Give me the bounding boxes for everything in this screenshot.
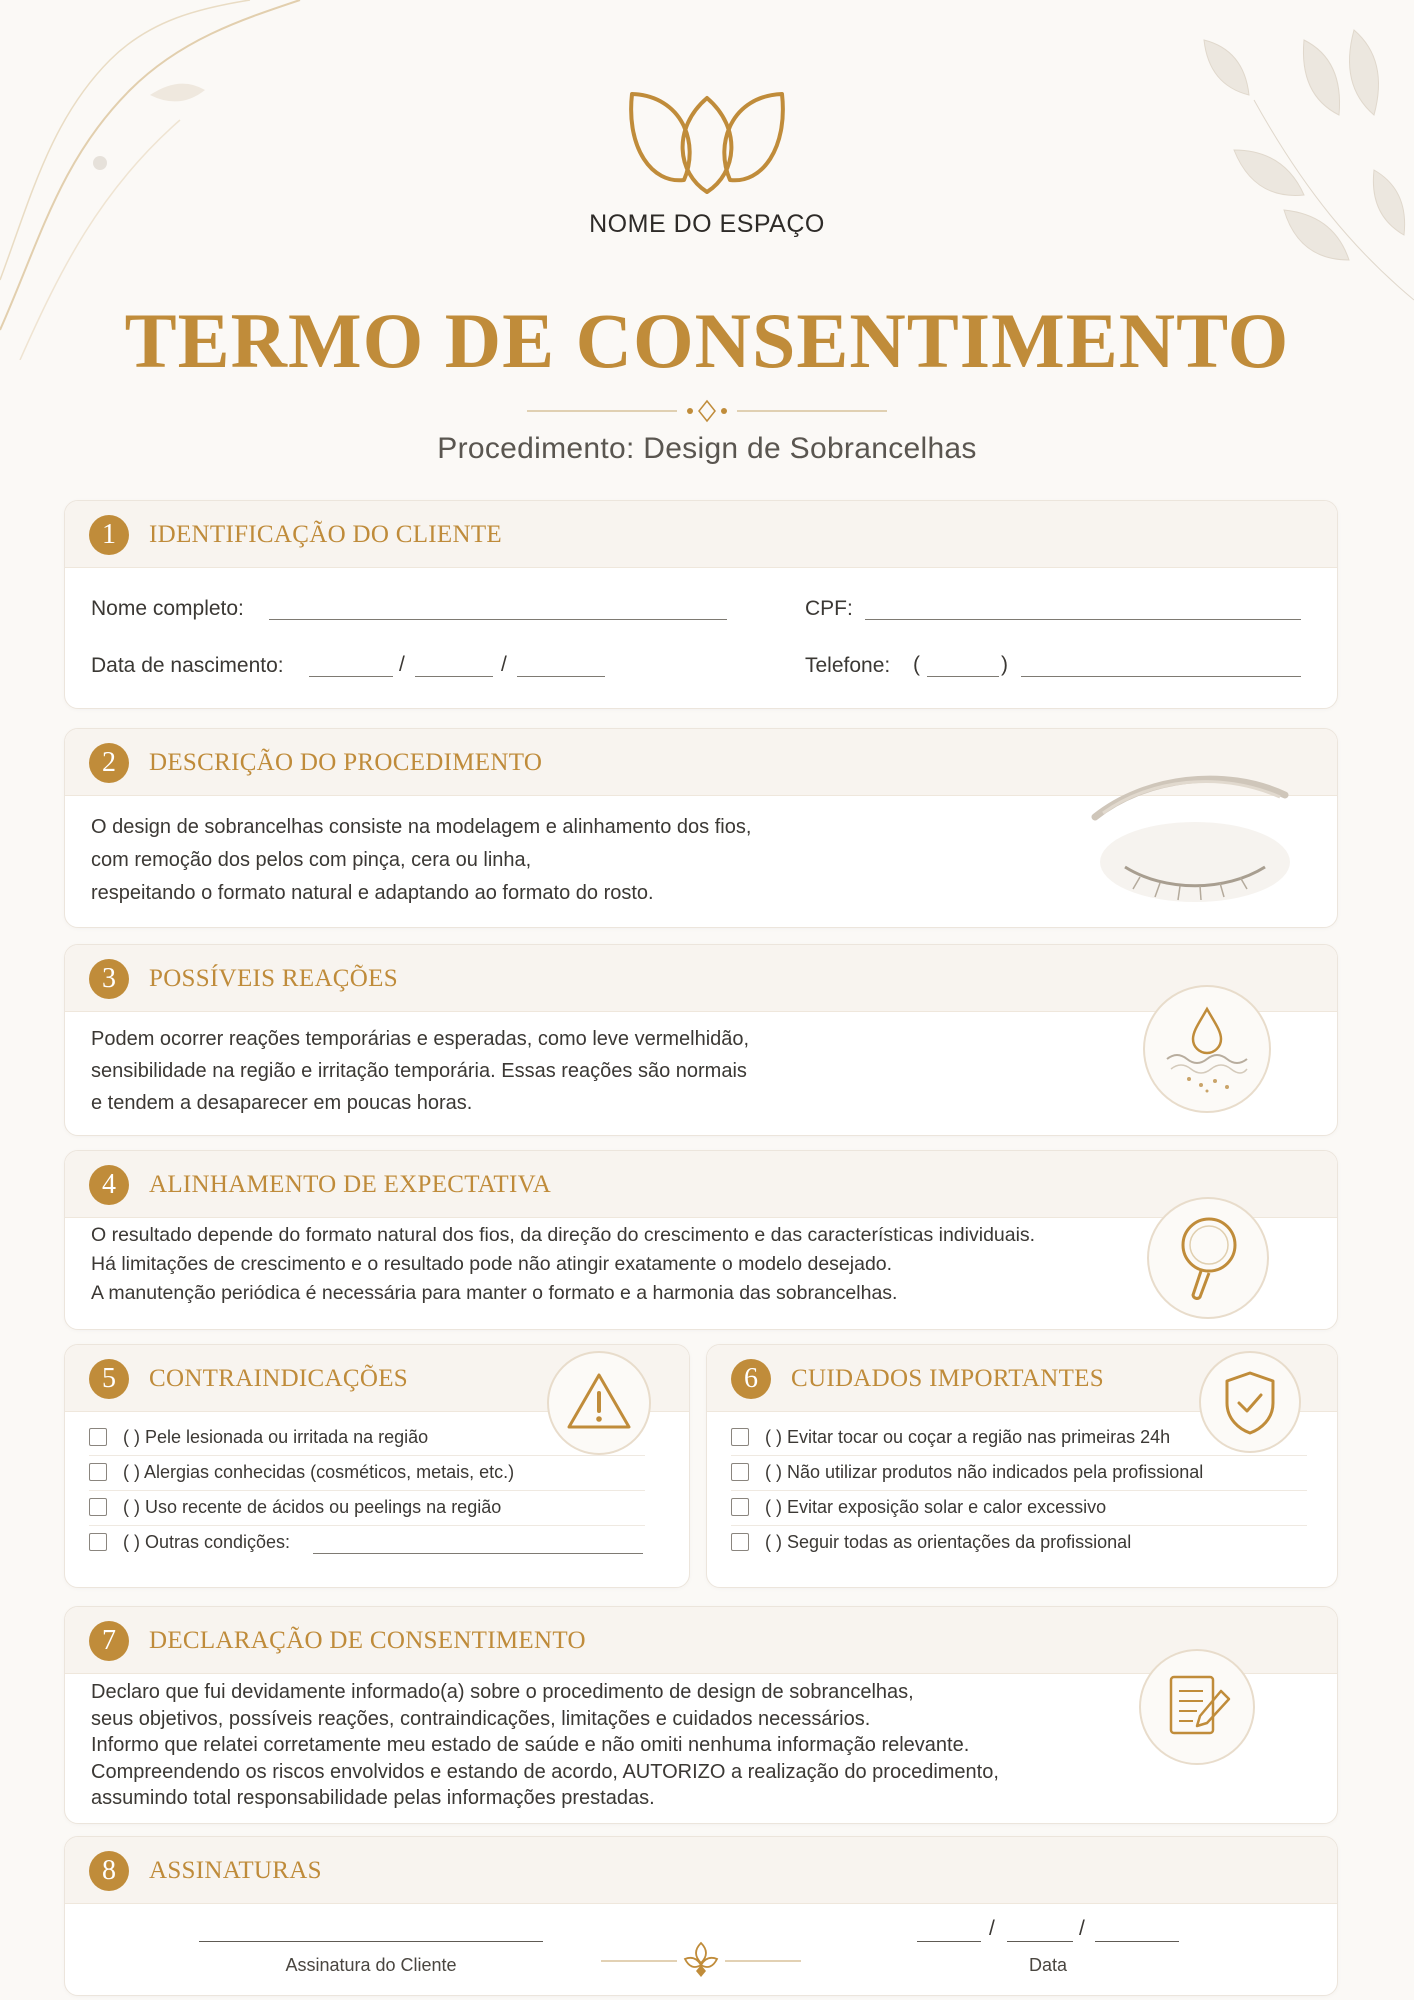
section-title: ALINHAMENTO DE EXPECTATIVA	[149, 1171, 552, 1198]
client-signature-caption: Assinatura do Cliente	[285, 1955, 457, 1975]
section-number: 2	[89, 743, 129, 783]
ornament-icon	[581, 1937, 821, 1981]
date-separator: /	[989, 1917, 995, 1940]
ornament-divider	[507, 396, 907, 426]
document-icon-circle	[1139, 1649, 1255, 1765]
paragraph-line: Informo que relatei corretamente meu estado de saúde e não omiti nenhuma informação relevante.	[91, 1734, 970, 1756]
paragraph-line: e tendem a desaparecer em poucas horas.	[91, 1092, 473, 1114]
section-number: 4	[89, 1165, 129, 1205]
procedure-subtitle: Procedimento: Design de Sobrancelhas	[437, 432, 977, 465]
section-body	[91, 811, 751, 910]
leaves-logo-icon	[622, 88, 792, 196]
item-label: ( ) Evitar tocar ou coçar a região nas primeiras 24h	[765, 1427, 1171, 1447]
paragraph-line: Podem ocorrer reações temporárias e esperadas, como leve vermelhidão,	[91, 1028, 750, 1050]
name-field[interactable]	[269, 619, 727, 620]
item-label: ( ) Alergias conhecidas (cosméticos, metais, etc.)	[123, 1462, 515, 1482]
section-client-identification	[64, 500, 1338, 709]
checkbox[interactable]	[89, 1428, 107, 1446]
phone-paren-open: (	[913, 653, 920, 676]
signature-day-field[interactable]	[917, 1941, 981, 1942]
item-label: ( ) Não utilizar produtos não indicados pela profissional	[765, 1462, 1204, 1482]
checkbox[interactable]	[89, 1498, 107, 1516]
cpf-label: CPF:	[805, 597, 853, 620]
item-label: ( ) Uso recente de ácidos ou peelings na região	[123, 1497, 502, 1517]
phone-paren-close: )	[1001, 653, 1008, 676]
section-body	[91, 1221, 1035, 1308]
section-number: 7	[89, 1621, 129, 1661]
section-procedure-description	[64, 728, 1338, 928]
item-label: ( ) Outras condições:	[123, 1532, 291, 1552]
section-title: ASSINATURAS	[149, 1857, 322, 1884]
section-header	[65, 501, 1337, 568]
section-number: 3	[89, 959, 129, 999]
section-title: CUIDADOS IMPORTANTES	[791, 1365, 1104, 1392]
date-separator: /	[1079, 1917, 1085, 1940]
section-important-care	[706, 1344, 1338, 1588]
magnifier-icon	[1149, 1199, 1267, 1317]
list-item	[731, 1421, 1307, 1456]
list-item	[89, 1421, 645, 1456]
other-conditions-field[interactable]	[313, 1553, 643, 1554]
item-label: ( ) Evitar exposição solar e calor excessivo	[765, 1497, 1107, 1517]
section-header	[65, 1837, 1337, 1904]
section-consent-declaration	[64, 1606, 1338, 1824]
paragraph-line: Compreendendo os riscos envolvidos e estando de acordo, AUTORIZO a realização do procedimento,	[91, 1760, 999, 1783]
name-label: Nome completo:	[91, 597, 244, 620]
paragraph-line: Declaro que fui devidamente informado(a) sobre o procedimento de design de sobrancelhas,	[91, 1681, 914, 1703]
section-number: 5	[89, 1359, 129, 1399]
section-expectation-alignment	[64, 1150, 1338, 1330]
brand-header	[0, 88, 1414, 239]
paragraph-line: seus objetivos, possíveis reações, contraindicações, limitações e cuidados necessários.	[91, 1707, 871, 1730]
birth-year-field[interactable]	[517, 676, 605, 677]
contraindications-list	[89, 1421, 645, 1560]
checkbox[interactable]	[731, 1428, 749, 1446]
birth-month-field[interactable]	[415, 676, 493, 677]
checkbox[interactable]	[731, 1463, 749, 1481]
page-title: TERMO DE CONSENTIMENTO	[124, 297, 1290, 384]
list-item	[89, 1456, 645, 1491]
paragraph-line: Há limitações de crescimento e o resultado pode não atingir exatamente o modelo desejado.	[91, 1253, 893, 1275]
section-body	[91, 1023, 749, 1119]
section-body	[91, 1679, 999, 1812]
list-item	[731, 1456, 1307, 1491]
section-contraindications	[64, 1344, 690, 1588]
section-possible-reactions	[64, 944, 1338, 1136]
brand-name: NOME DO ESPAÇO	[589, 210, 825, 238]
section-signatures	[64, 1836, 1338, 1996]
magnifier-icon-circle	[1147, 1197, 1269, 1319]
checkbox[interactable]	[89, 1533, 107, 1551]
list-item	[89, 1526, 645, 1560]
cpf-field[interactable]	[865, 619, 1301, 620]
section-title: CONTRAINDICAÇÕES	[149, 1365, 408, 1392]
phone-number-field[interactable]	[1021, 676, 1301, 677]
date-separator: /	[399, 653, 405, 676]
birth-day-field[interactable]	[309, 676, 393, 677]
section-number: 6	[731, 1359, 771, 1399]
paragraph-line: respeitando o formato natural e adaptando ao formato do rosto.	[91, 882, 654, 904]
paragraph-line: sensibilidade na região e irritação temporária. Essas reações são normais	[91, 1060, 747, 1082]
care-list	[731, 1421, 1307, 1560]
section-number: 8	[89, 1851, 129, 1891]
checkbox[interactable]	[731, 1498, 749, 1516]
section-title: POSSÍVEIS REAÇÕES	[149, 965, 398, 992]
section-title: IDENTIFICAÇÃO DO CLIENTE	[149, 521, 502, 548]
birth-date-label: Data de nascimento:	[91, 654, 284, 677]
phone-area-code-field[interactable]	[927, 676, 999, 677]
section-header	[65, 1151, 1337, 1218]
checkbox[interactable]	[89, 1463, 107, 1481]
list-item	[731, 1526, 1307, 1560]
client-signature-field[interactable]	[199, 1941, 543, 1942]
item-label: ( ) Pele lesionada ou irritada na região	[123, 1427, 429, 1447]
list-item	[731, 1491, 1307, 1526]
paragraph-line: assumindo total responsabilidade pelas informações prestadas.	[91, 1787, 655, 1809]
item-label: ( ) Seguir todas as orientações da profissional	[765, 1532, 1132, 1552]
paragraph-line: A manutenção periódica é necessária para manter o formato e a harmonia das sobrancelhas.	[91, 1282, 898, 1304]
date-caption: Data	[1028, 1955, 1068, 1975]
list-item	[89, 1491, 645, 1526]
signature-month-field[interactable]	[1007, 1941, 1073, 1942]
water-drop-skin-icon	[1145, 987, 1269, 1111]
phone-label: Telefone:	[805, 654, 891, 677]
date-separator: /	[501, 653, 507, 676]
paragraph-line: O resultado depende do formato natural dos fios, da direção do crescimento e das características individuais.	[91, 1224, 1036, 1246]
document-pen-icon	[1141, 1651, 1253, 1763]
checkbox[interactable]	[731, 1533, 749, 1551]
signature-year-field[interactable]	[1095, 1941, 1179, 1942]
paragraph-line: com remoção dos pelos com pinça, cera ou linha,	[91, 849, 532, 871]
eye-brow-illustration	[1085, 757, 1305, 907]
section-title: DECLARAÇÃO DE CONSENTIMENTO	[149, 1627, 586, 1654]
reaction-icon-circle	[1143, 985, 1271, 1113]
section-number: 1	[89, 515, 129, 555]
paragraph-line: O design de sobrancelhas consiste na modelagem e alinhamento dos fios,	[91, 816, 752, 838]
section-title: DESCRIÇÃO DO PROCEDIMENTO	[149, 749, 543, 776]
